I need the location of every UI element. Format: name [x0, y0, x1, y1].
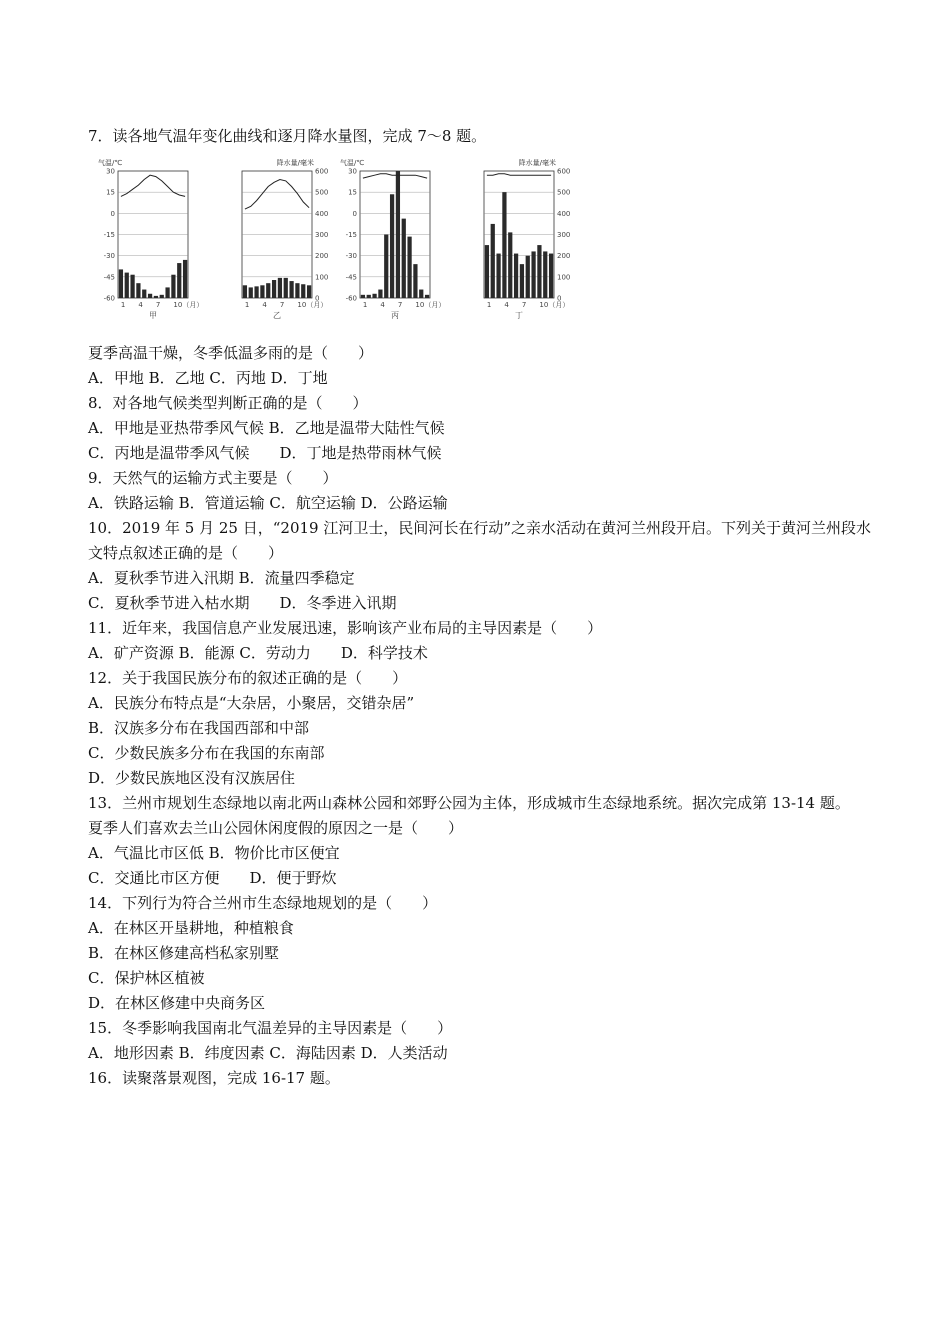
precipitation-tick-label: 400 [315, 209, 329, 218]
chart-name-label: 丁 [515, 311, 523, 320]
q14-stem: 14．下列行为符合兰州市生态绿地规划的是（ ） [88, 894, 438, 912]
precipitation-bar [526, 256, 530, 298]
climate-chart-ding-svg [462, 153, 630, 333]
q10-options-cd: C．夏秋季节进入枯水期 D．冬季进入讯期 [88, 594, 397, 612]
precipitation-bar [508, 232, 512, 298]
temperature-tick-label: -60 [103, 294, 115, 303]
precipitation-bar [502, 192, 506, 298]
q13-stem: 夏季人们喜欢去兰山公园休闲度假的原因之一是（ ） [88, 819, 464, 837]
temperature-tick-label: 30 [106, 167, 115, 176]
precipitation-bar [520, 264, 524, 298]
month-tick-label: 4 [380, 301, 385, 309]
q11-stem: 11．近年来，我国信息产业发展迅速，影响该产业布局的主导因素是（ ） [88, 619, 603, 637]
precipitation-bar [254, 286, 258, 298]
temperature-tick-label: 0 [110, 209, 115, 218]
precipitation-bar [425, 295, 429, 298]
month-tick-label: 4 [504, 301, 509, 309]
temperature-tick-label: -30 [103, 252, 115, 261]
precipitation-bar [372, 294, 376, 298]
precipitation-bar [119, 269, 123, 298]
precipitation-tick-label: 300 [315, 231, 329, 239]
precipitation-bar [413, 264, 417, 298]
precipitation-bar [183, 260, 187, 298]
temperature-curve [245, 180, 309, 210]
month-tick-label: 10（月） [415, 301, 446, 309]
temperature-tick-label: -45 [103, 273, 115, 282]
month-tick-label: 7 [397, 301, 403, 309]
precipitation-bar [301, 284, 305, 298]
temperature-curve [363, 174, 427, 178]
temperature-tick-label: 0 [352, 209, 357, 218]
q8-stem: 8．对各地气候类型判断正确的是（ ） [88, 394, 368, 412]
precipitation-bar [130, 275, 134, 298]
chart-name-label: 甲 [149, 311, 157, 320]
precipitation-bar [496, 254, 500, 298]
precipitation-bar [390, 194, 394, 298]
month-tick-label: 7 [279, 301, 285, 309]
precipitation-bar [407, 237, 411, 298]
q14-option-a: A．在林区开垦耕地，种植粮食 [88, 919, 294, 937]
month-tick-label: 1 [244, 301, 250, 309]
precipitation-bar [396, 171, 400, 298]
precipitation-bar [485, 245, 489, 298]
q7-options: A．甲地 B．乙地 C．丙地 D．丁地 [88, 369, 328, 387]
precipitation-bar [243, 285, 247, 298]
month-tick-label: 1 [120, 301, 126, 309]
precipitation-tick-label: 100 [557, 273, 571, 282]
precipitation-tick-label: 0 [557, 294, 562, 303]
precipitation-tick-label: 400 [557, 209, 571, 218]
month-tick-label: 7 [521, 301, 527, 309]
precipitation-bar [491, 224, 495, 298]
q10-stem: 10．2019 年 5 月 25 日，“2019 江河卫士，民间河长在行动”之亲水活动在黄河兰州段开启。下列关于黄河兰州段水文特点叙述正确的是（ ） [88, 519, 872, 562]
precipitation-bar [361, 295, 365, 298]
precipitation-bar [549, 254, 553, 298]
q10-options-ab: A．夏秋季节进入汛期 B．流量四季稳定 [88, 569, 355, 587]
month-tick-label: 1 [486, 301, 492, 309]
precipitation-bar [249, 287, 253, 298]
precipitation-bar [154, 296, 158, 298]
precipitation-bar [289, 281, 293, 298]
precipitation-bar [142, 290, 146, 298]
precipitation-bar [148, 294, 152, 298]
precipitation-tick-label: 600 [315, 167, 329, 176]
precipitation-bar [307, 285, 311, 298]
precipitation-bar [531, 251, 535, 298]
temperature-tick-label: 15 [106, 188, 115, 197]
q14-option-b: B．在林区修建高档私家别墅 [88, 944, 280, 962]
precipitation-bar [514, 254, 518, 298]
temperature-axis-title: 气温/℃ [98, 159, 123, 167]
q8-options-ab: A．甲地是亚热带季风气候 B．乙地是温带大陆性气候 [88, 419, 445, 437]
precipitation-tick-label: 300 [557, 231, 571, 239]
precipitation-bar [177, 263, 181, 298]
temperature-tick-label: -15 [345, 231, 357, 239]
q9-stem: 9．天然气的运输方式主要是（ ） [88, 469, 338, 487]
temperature-curve [487, 174, 551, 175]
temperature-tick-label: 15 [348, 188, 357, 197]
precipitation-bar [384, 235, 388, 299]
precipitation-bar [266, 283, 270, 298]
temperature-tick-label: -45 [345, 273, 357, 282]
precipitation-axis-title: 降水量/毫米 [276, 159, 314, 167]
precipitation-bar [402, 219, 406, 298]
precipitation-bar [260, 285, 264, 298]
q12-option-a: A．民族分布特点是“大杂居，小聚居，交错杂居” [88, 694, 415, 712]
temperature-tick-label: -15 [103, 231, 115, 239]
q13-intro: 13．兰州市规划生态绿地以南北两山森林公园和郊野公园为主体，形成城市生态绿地系统。据次完成第 13-14 题。 [88, 794, 850, 812]
precipitation-bar [537, 245, 541, 298]
precipitation-bar [272, 280, 276, 298]
precipitation-bar [136, 283, 140, 298]
temperature-tick-label: -60 [345, 294, 357, 303]
month-tick-label: 10（月） [297, 301, 328, 309]
precipitation-bar [165, 287, 169, 298]
q11-options: A．矿产资源 B．能源 C．劳动力 D．科学技术 [88, 644, 428, 662]
q16-intro: 16．读聚落景观图，完成 16-17 题。 [88, 1069, 340, 1087]
q12-stem: 12．关于我国民族分布的叙述正确的是（ ） [88, 669, 408, 687]
precipitation-bar [171, 275, 175, 298]
precipitation-tick-label: 600 [557, 167, 571, 176]
precipitation-bar [295, 283, 299, 298]
q14-option-d: D．在林区修建中央商务区 [88, 994, 266, 1012]
temperature-tick-label: -30 [345, 252, 357, 261]
question-7-intro: 7．读各地气温年变化曲线和逐月降水量图，完成 7～8 题。 [88, 127, 487, 145]
q12-option-c: C．少数民族多分布在我国的东南部 [88, 744, 325, 762]
precipitation-axis-title: 降水量/毫米 [518, 159, 556, 167]
precipitation-bar [160, 295, 164, 298]
precipitation-bar [125, 273, 129, 298]
month-tick-label: 4 [138, 301, 143, 309]
q7-stem: 夏季高温干燥，冬季低温多雨的是（ ） [88, 344, 374, 362]
precipitation-bar [378, 290, 382, 298]
q15-options: A．地形因素 B．纬度因素 C．海陆因素 D．人类活动 [88, 1044, 448, 1062]
q8-options-cd: C．丙地是温带季风气候 D．丁地是热带雨林气候 [88, 444, 442, 462]
temperature-tick-label: 30 [348, 167, 357, 176]
q13-options-ab: A．气温比市区低 B．物价比市区便宜 [88, 844, 340, 862]
chart-name-label: 乙 [273, 311, 281, 320]
precipitation-bar [367, 295, 371, 298]
q12-option-b: B．汉族多分布在我国西部和中部 [88, 719, 310, 737]
precipitation-bar [419, 290, 423, 298]
q13-options-cd: C．交通比市区方便 D．便于野炊 [88, 869, 337, 887]
precipitation-tick-label: 100 [315, 273, 329, 282]
q15-stem: 15．冬季影响我国南北气温差异的主导因素是（ ） [88, 1019, 453, 1037]
precipitation-bar [284, 278, 288, 298]
precipitation-tick-label: 0 [315, 294, 320, 303]
precipitation-bar [543, 251, 547, 298]
month-tick-label: 4 [262, 301, 267, 309]
month-tick-label: 1 [362, 301, 368, 309]
climate-chart-ding [462, 153, 630, 333]
q9-options: A．铁路运输 B．管道运输 C．航空运输 D．公路运输 [88, 494, 448, 512]
precipitation-tick-label: 500 [315, 188, 329, 197]
q14-option-c: C．保护林区植被 [88, 969, 205, 987]
month-tick-label: 10（月） [173, 301, 204, 309]
q12-option-d: D．少数民族地区没有汉族居住 [88, 769, 296, 787]
temperature-curve [121, 175, 185, 196]
precipitation-bar [278, 278, 282, 298]
climate-charts-figure [88, 153, 878, 335]
month-tick-label: 10（月） [539, 301, 570, 309]
precipitation-tick-label: 200 [557, 252, 571, 261]
precipitation-tick-label: 200 [315, 252, 329, 261]
month-tick-label: 7 [155, 301, 161, 309]
temperature-axis-title: 气温/℃ [340, 159, 365, 167]
document-page [88, 124, 878, 1091]
chart-name-label: 丙 [391, 311, 399, 320]
precipitation-tick-label: 500 [557, 188, 571, 197]
